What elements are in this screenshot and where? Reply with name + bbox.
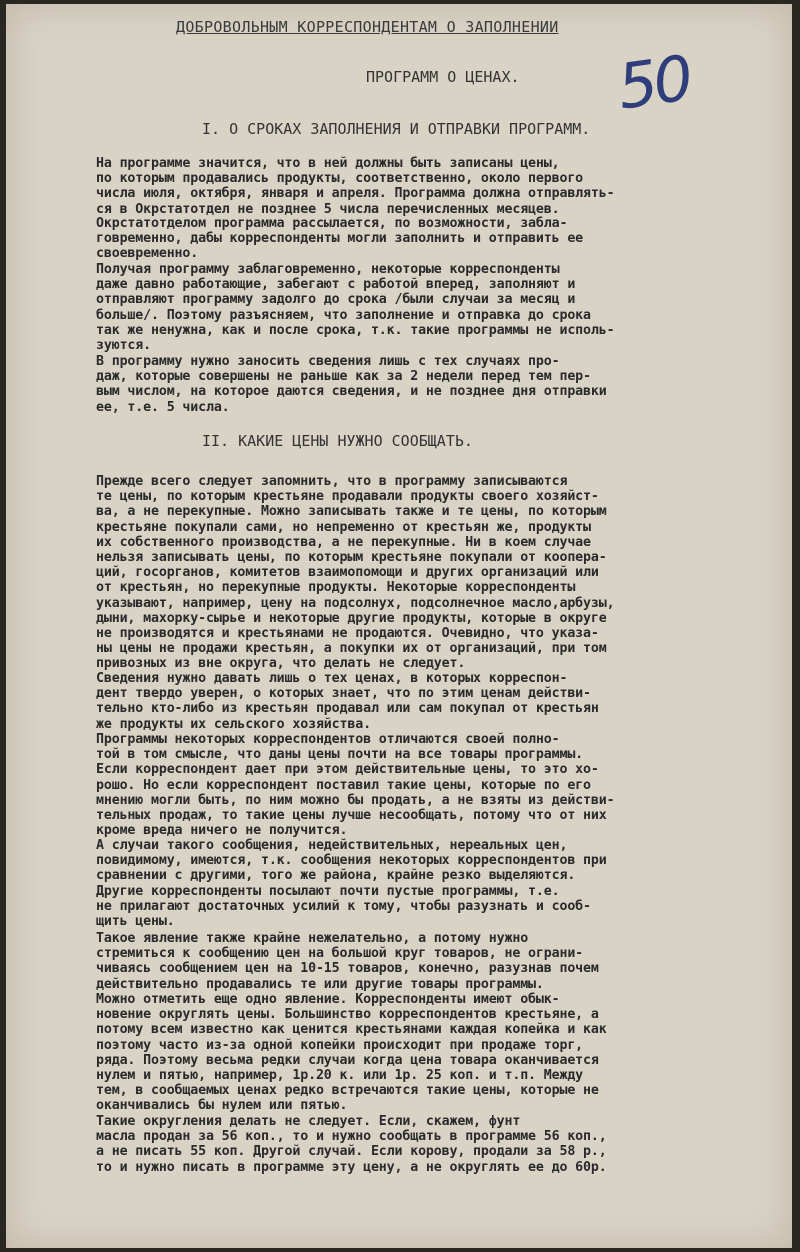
- paragraph: Такое явление также крайне нежелательно, а потому нужно стремиться к сообщению цен на большой круг товаров, не ограни- чиваясь сообщением цен на 10-15 товаров, конечно, разузнав почем действительно продавались те или другие товары программы.: [96, 931, 599, 992]
- paragraph: А случаи такого сообщения, недействительных, нереальных цен, повидимому, имеются, т.к. сообщения некоторых корреспондентов при сравнении с другими, того же района, крайне резко выделяются.: [96, 838, 607, 884]
- paragraph: В программу нужно заносить сведения лишь с тех случаях про- даж, которые совершены не раньше как за 2 недели перед тем пер- вым числом, на которое даются сведения, и не позднее дня отправки ее, т.е. 5 числа.: [96, 354, 607, 415]
- paragraph: Сведения нужно давать лишь о тех ценах, в которых корреспон- дент твердо уверен, о которых знает, что по этим ценам действи- тельно кто-либо из крестьян продавал или сам покупал от крестьян же продукты их сельского хозяйства.: [96, 671, 599, 732]
- paragraph: На программе значится, что в ней должны быть записаны цены, по которым продавались продукты, соответственно, около первого числа июля, октября, января и апреля. Программа должна отправлять- ся в Окрстатотдел не позднее 5 числа перечисленных месяцев.: [96, 156, 615, 217]
- document-title: ПРОГРАММ О ЦЕНАХ.: [366, 68, 520, 86]
- section-1-title: I. О СРОКАХ ЗАПОЛНЕНИЯ И ОТПРАВКИ ПРОГРАММ.: [202, 120, 591, 138]
- section-2-title: II. КАКИЕ ЦЕНЫ НУЖНО СООБЩАТЬ.: [202, 432, 473, 450]
- paragraph: Получая программу заблаговременно, некоторые корреспонденты даже давно работающие, забегают с работой вперед, заполняют и отправляют программу задолго до срока /были случаи за месяц и больше/. Поэтому разъясняем, что заполнение и отправка до срока так же ненужна, как и после срока, т.к. такие программы не исполь- зуются.: [96, 262, 615, 354]
- paragraph: Прежде всего следует запомнить, что в программу записываются те цены, по которым крестьяне продавали продукты своего хозяйст- ва, а не перекупные. Можно записывать также и те цены, по которым крестьяне покупали сами, но непременно от крестьян же, продукты их собственного производства, а не перекупные. Ни в коем случае нельзя записывать цены, по которым крестьяне покупали от коопера- ций, госорганов, комитетов взаимопомощи и других организаций или от крестьян, но перекупные продукты. Некоторые корреспонденты указывают, например, цену на подсолнух, подсолнечное масло,арбузы, дыни, махорку-сырье и некоторые другие продукты, которые в округе не производятся и крестьянами не продаются. Очевидно, что указа- ны цены не продажи крестьян, а покупки их от организаций, при том привозных из вне округа, что делать не следует.: [96, 474, 615, 672]
- paragraph: Другие корреспонденты посылают почти пустые программы, т.е. не прилагают достаточных усилий к тому, чтобы разузнать и сооб- щить цены.: [96, 884, 591, 930]
- paragraph: Программы некоторых корреспондентов отличаются своей полно- той в том смысле, что даны цены почти на все товары программы. Если корреспондент дает при этом действительные цены, то это хо- рошо. Но если корреспондент поставил такие цены, которые по его мнению могли быть, по ним можно бы продать, а не взяты из действи- тельных продаж, то такие цены лучше несообщать, потому что от них кроме вреда ничего не получится.: [96, 732, 615, 839]
- document-header: ДОБРОВОЛЬНЫМ КОРРЕСПОНДЕНТАМ О ЗАПОЛНЕНИИ: [176, 18, 559, 36]
- paragraph: Такие округления делать не следует. Если, скажем, фунт масла продан за 56 коп., то и нужно сообщать в программе 56 коп., а не писать 55 коп. Другой случай. Если корову, продали за 58 р., то и нужно писать в программе эту цену, а не округлять ее до 60р.: [96, 1114, 607, 1175]
- paragraph: Окрстатотделом программа рассылается, по возможности, забла- говременно, дабы корреспонденты могли заполнить и отправить ее своевременно.: [96, 216, 584, 262]
- paragraph: Можно отметить еще одно явление. Корреспонденты имеют обык- новение округлять цены. Большинство корреспондентов крестьяне, а потому всем известно как ценится крестьянами каждая копейка и как поэтому часто из-за одной копейки происходит при продаже торг, ряда. Поэтому весьма редки случаи когда цена товара оканчивается нулем и пятью, например, 1р.20 к. или 1р. 25 коп. и т.п. Между тем, в сообщаемых ценах редко встречаются такие цены, которые не оканчивались бы нулем или пятью.: [96, 992, 607, 1114]
- document-sheet: [6, 4, 792, 1248]
- handwritten-page-number: 50: [613, 41, 694, 124]
